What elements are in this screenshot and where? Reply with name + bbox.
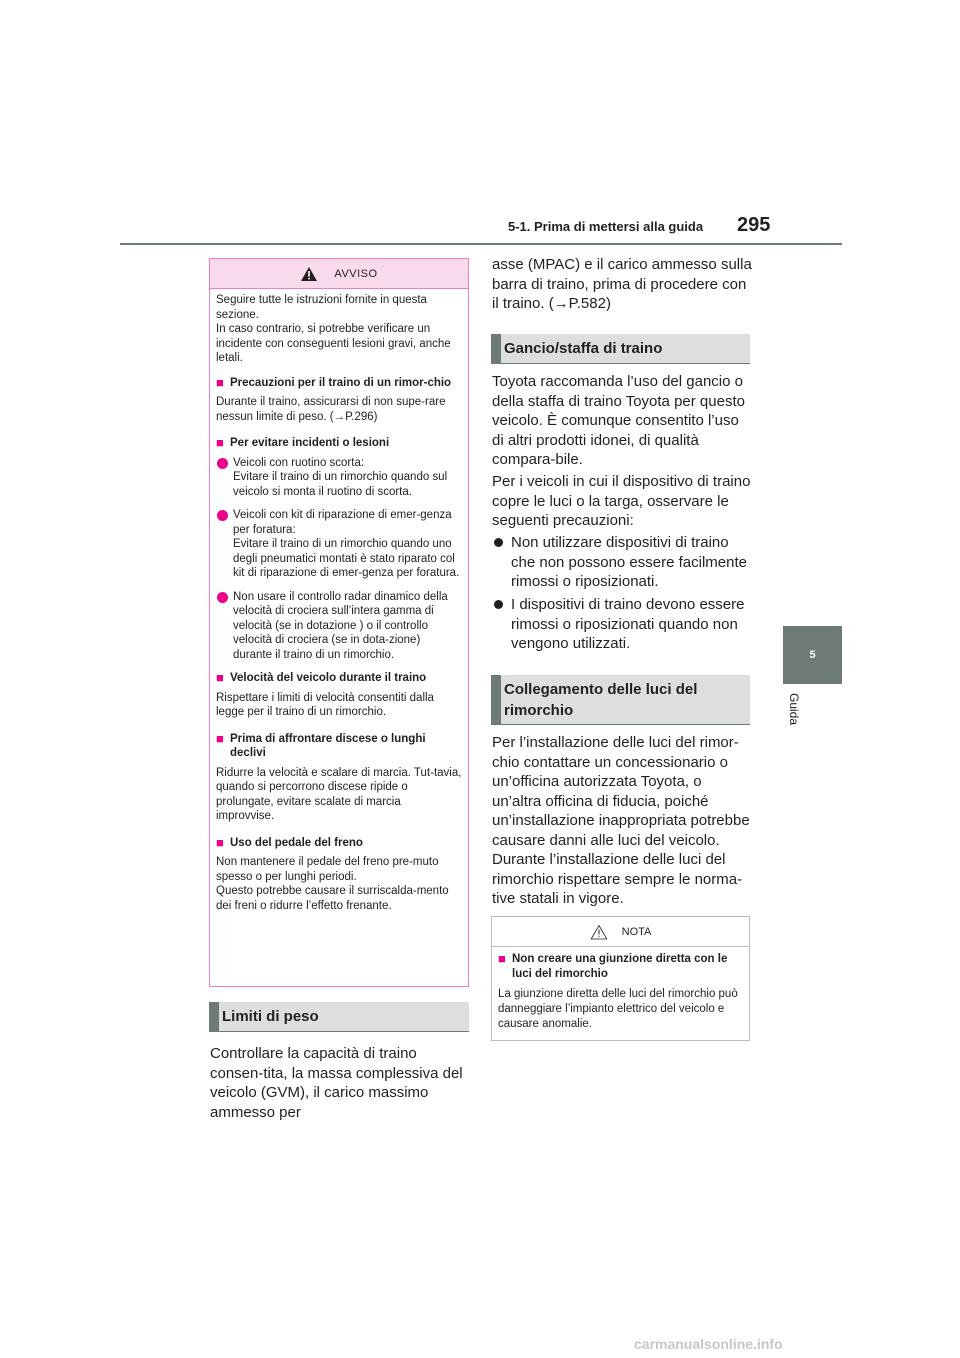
page-number: 295	[737, 214, 771, 236]
limiti-paragraph: Controllare la capacità di traino consen-tita, la massa complessiva del veicolo (GVM), il carico massimo ammesso per	[210, 1045, 463, 1121]
heading-limiti-di-peso	[209, 1002, 469, 1032]
warning-subhead	[216, 436, 462, 451]
warning-subhead-text: Precauzioni per il traino di un rimor-chio	[230, 376, 452, 389]
circle-bullet-icon	[217, 458, 228, 469]
list-item	[492, 595, 754, 654]
square-bullet-icon: ■	[216, 834, 224, 850]
circle-bullet-icon	[217, 592, 228, 603]
gancio-paragraph-2: Per i veicoli in cui il dispositivo di traino copre le luci o la targa, osservare le seguenti precauzioni:	[492, 473, 751, 529]
gancio-paragraph-1: Toyota raccomanda l’uso del gancio o della staffa di traino Toyota per questo veicolo. È comunque consentito l’uso di altri prodotti idonei, di qualità compara-bile.	[492, 373, 745, 468]
list-item-text: I dispositivi di traino devono essere rimossi o riposizionati quando non vengono utilizzati.	[511, 596, 745, 652]
square-bullet-icon: ■	[216, 670, 224, 685]
square-bullet-icon: ■	[498, 951, 506, 966]
watermark: carmanualsonline.info	[634, 1336, 783, 1352]
warning-bullet-text: Veicoli con ruotino scorta: Evitare il traino di un rimorchio quando sul veicolo si monta il ruotino di scorta.	[233, 456, 448, 498]
chapter-tab: 5	[783, 626, 842, 684]
header-rule	[120, 243, 842, 245]
caution-triangle-icon	[590, 924, 608, 940]
warning-subhead-text: Velocità del veicolo durante il traino	[230, 672, 427, 684]
warning-header	[210, 259, 468, 289]
warning-title: AVVISO	[334, 267, 378, 280]
heading-gancio-staffa	[491, 334, 750, 364]
warning-box	[209, 258, 469, 987]
list-item-text: Non utilizzare dispositivi di traino che non possono essere facilmente rimossi o riposizionati.	[511, 534, 747, 590]
note-text: La giunzione diretta delle luci del rimorchio può danneggiare l’impianto elettrico del veicolo e causare anomalie.	[498, 988, 738, 1030]
warning-triangle-icon	[300, 266, 318, 282]
square-bullet-icon: ■	[216, 435, 224, 450]
warning-bullet	[216, 508, 462, 581]
section-title: 5-1. Prima di mettersi alla guida	[508, 219, 704, 234]
note-header	[492, 917, 749, 947]
round-bullet-icon	[492, 533, 511, 592]
warning-subhead	[216, 376, 462, 391]
square-bullet-icon: ■	[216, 730, 224, 746]
warning-subhead	[216, 836, 462, 851]
continued-paragraph: asse (MPAC) e il carico ammesso sulla barra di traino, prima di procedere con il traino. (→P.582)	[492, 256, 752, 312]
note-subhead	[498, 952, 743, 982]
heading-text: Gancio/staffa di traino	[504, 340, 663, 357]
warning-subhead	[216, 732, 462, 761]
heading-text: Collegamento delle luci del rimorchio	[504, 680, 698, 719]
warning-intro: Seguire tutte le istruzioni fornite in questa sezione. In caso contrario, si potrebbe verificare un incidente con conseguenti lesioni gravi, anche letali.	[216, 294, 451, 364]
square-bullet-icon: ■	[216, 374, 224, 390]
warning-body	[210, 289, 468, 913]
warning-text: Ridurre la velocità e scalare di marcia. Tut-tavia, quando si percorrono discese ripide o prolungate, evitare scalate di marcia improvvise.	[216, 766, 462, 822]
warning-bullet	[216, 590, 462, 663]
heading-collegamento-luci	[491, 675, 750, 725]
round-bullet-icon	[492, 595, 511, 654]
chapter-label	[787, 693, 807, 733]
luci-paragraph: Per l’installazione delle luci del rimor-chio contattare un concessionario o un’officina autorizzata Toyota, o un’altra officina di fiducia, poiché un’installazione inappropriata potrebbe causare danni alle luci del veicolo. Durante l’installazione delle luci del rimorchio rispettare sempre le norma-tive statali in vigore.	[492, 734, 750, 907]
warning-bullet	[216, 456, 462, 500]
circle-bullet-icon	[217, 510, 228, 521]
chapter-label-text: Guida	[787, 693, 801, 726]
warning-bullet-text: Non usare il controllo radar dinamico della velocità di crociera sull’intera gamma di velocità (se in dotazione ) o il controllo velocità di crociera (se in dota-zione) durante il traino di un rimorchio.	[233, 590, 448, 661]
list-item	[492, 533, 754, 592]
heading-text: Limiti di peso	[222, 1008, 319, 1025]
note-box	[491, 916, 750, 1041]
warning-subhead-text: Per evitare incidenti o lesioni	[230, 437, 390, 449]
warning-subhead	[216, 671, 462, 686]
warning-bullet-text: Veicoli con kit di riparazione di emer-genza per foratura: Evitare il traino di un rimorchio quando uno degli pneumatici montati è stato riparato col kit di riparazione di emer-genza per foratura.	[233, 509, 460, 579]
warning-text: Durante il traino, assicurarsi di non supe-rare nessun limite di peso. (→P.296)	[216, 396, 446, 423]
warning-text: Non mantenere il pedale del freno pre-muto spesso o per lunghi periodi. Questo potrebbe causare il surriscalda-mento dei freni o ridurre l’effetto frenante.	[216, 856, 449, 912]
warning-text: Rispettare i limiti di velocità consentiti dalla legge per il traino di un rimorchio.	[216, 691, 434, 718]
warning-subhead-text: Prima di affrontare discese o lunghi declivi	[230, 732, 426, 759]
note-title: NOTA	[621, 925, 652, 938]
note-body	[492, 947, 749, 1032]
note-subhead-text: Non creare una giunzione diretta con le luci del rimorchio	[512, 953, 728, 980]
warning-subhead-text: Uso del pedale del freno	[230, 836, 363, 849]
